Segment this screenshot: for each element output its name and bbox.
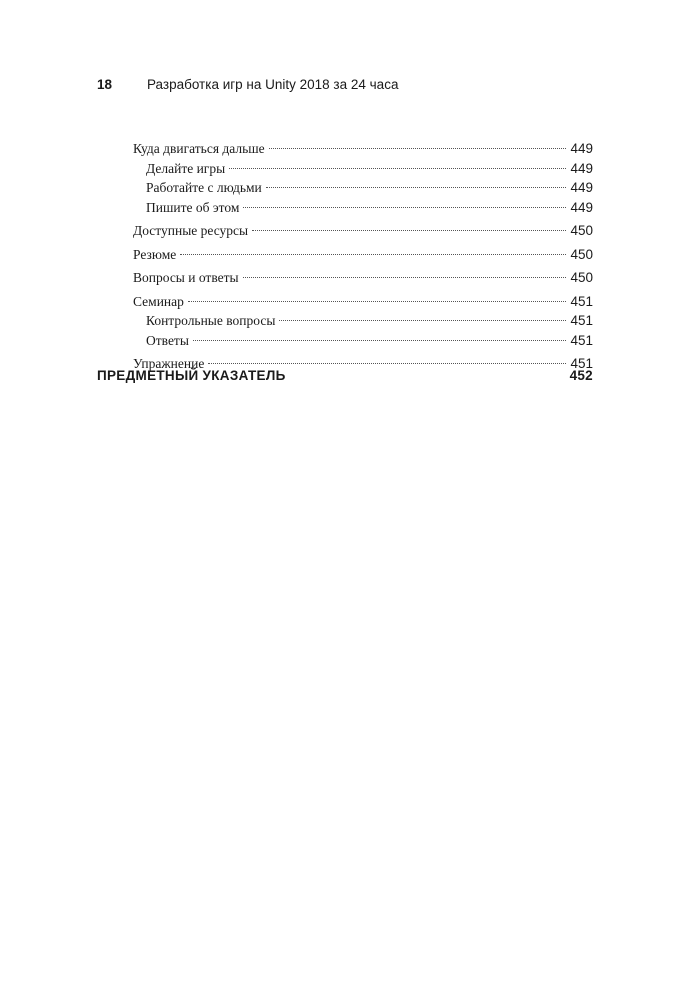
toc-subentry[interactable] [133,198,593,218]
index-section-label: ПРЕДМЕТНЫЙ УКАЗАТЕЛЬ [97,368,286,383]
toc-entry-label: Контрольные вопросы [146,313,276,328]
toc-entry-page: 451 [570,332,593,348]
toc-entry-label: Доступные ресурсы [133,223,249,238]
toc-entry-page: 450 [570,246,593,262]
toc-entry-page: 451 [570,313,593,328]
index-section-page: 452 [569,368,593,383]
index-section-entry[interactable] [97,368,593,383]
dot-leader [180,254,566,255]
toc-entry-label: Делайте игры [146,160,226,176]
toc-subentry[interactable] [133,331,593,351]
dot-leader [266,187,567,188]
dot-leader [188,301,567,302]
toc-subentry[interactable] [133,159,593,179]
toc-entry-label: Упражнение [133,356,205,371]
dot-leader [243,207,566,208]
toc-entry-label: Резюме [133,246,177,262]
toc-entry[interactable] [133,139,593,159]
dot-leader [269,148,567,149]
toc-entry[interactable] [133,245,593,265]
toc-entry-label: Вопросы и ответы [133,270,239,285]
toc-entry-page: 451 [570,293,593,309]
table-of-contents [133,139,593,378]
toc-entry-label: Работайте с людьми [146,180,262,195]
toc-group-where-next [133,139,593,217]
toc-entry-page: 450 [570,270,593,285]
toc-entry-page: 449 [570,160,593,176]
toc-group-qa [133,268,593,288]
toc-group-seminar [133,292,593,351]
toc-entry-page: 451 [570,356,593,371]
running-header [97,77,398,97]
book-title: Разработка игр на Unity 2018 за 24 часа [147,77,399,92]
dot-leader [279,320,566,321]
toc-entry[interactable] [133,268,593,288]
toc-entry[interactable] [133,221,593,241]
toc-entry-label: Семинар [133,293,184,309]
toc-entry[interactable] [133,292,593,312]
toc-subentry[interactable] [133,178,593,198]
toc-group-resources [133,221,593,241]
dot-leader [229,168,566,169]
toc-entry-label: Ответы [146,332,189,348]
toc-entry-label: Куда двигаться дальше [133,141,265,156]
dot-leader [193,340,567,341]
page-number: 18 [97,77,113,92]
toc-entry-label: Пишите об этом [146,199,240,215]
dot-leader [208,363,566,364]
dot-leader [252,230,566,231]
toc-entry-page: 449 [570,180,593,195]
toc-group-summary [133,245,593,265]
dot-leader [243,277,567,278]
toc-entry-page: 449 [570,199,593,215]
toc-entry-page: 449 [570,141,593,156]
toc-subentry[interactable] [133,311,593,331]
toc-entry-page: 450 [570,223,593,238]
